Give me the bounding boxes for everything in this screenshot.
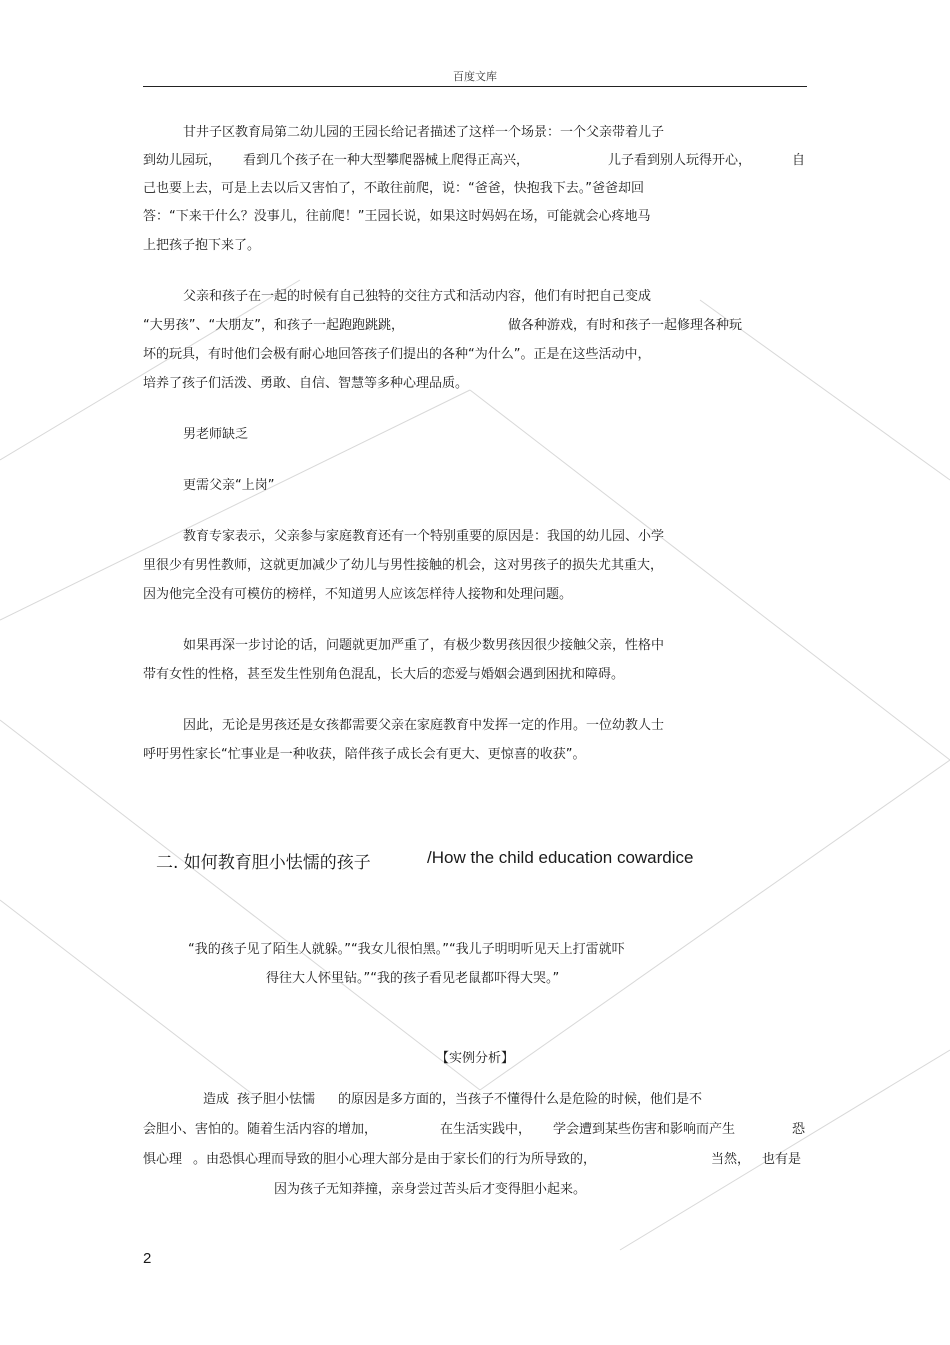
page-number: 2: [143, 1250, 152, 1267]
page-header: 百度文库: [453, 70, 497, 83]
section-heading-en: /How the child education cowardice: [427, 848, 694, 867]
section-heading: [0, 848, 950, 873]
header-divider: [143, 86, 807, 87]
section-heading-cn: 二. 如何教育胆小怯懦的孩子: [156, 853, 371, 873]
